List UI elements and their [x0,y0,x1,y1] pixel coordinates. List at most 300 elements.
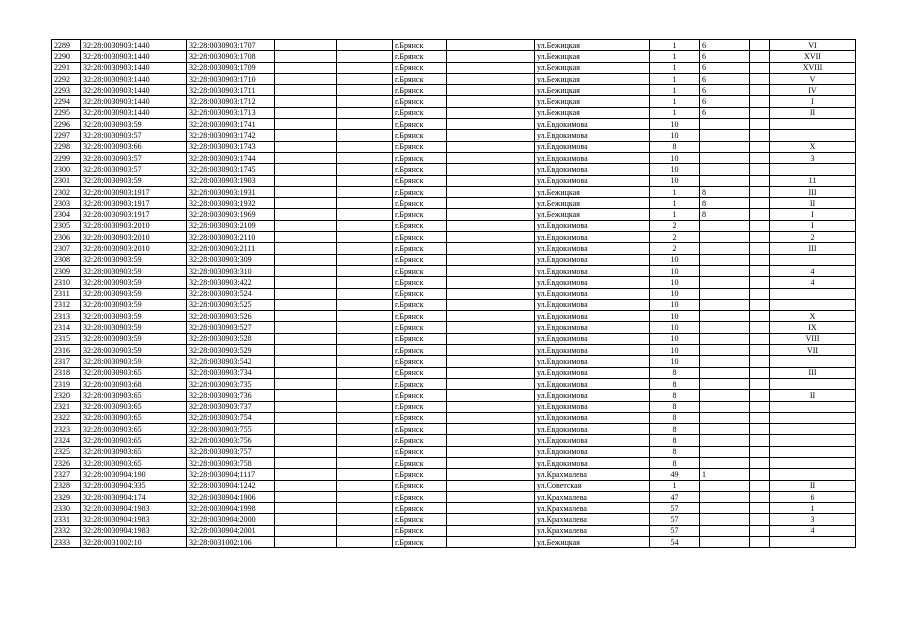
city-cell: г.Брянск [393,73,447,84]
empty-cell [750,345,770,356]
street-cell: ул.Евдокимова [535,277,650,288]
premises-number-cell: 4 [770,277,856,288]
row-number-cell: 2314 [52,322,81,333]
empty-cell [750,288,770,299]
empty-cell [750,469,770,480]
empty-cell [275,175,337,186]
city-cell: г.Брянск [393,367,447,378]
empty-cell [275,51,337,62]
empty-cell [447,412,535,423]
parcel-cadastral-cell: 32:28:0030903:59 [81,288,187,299]
city-cell: г.Брянск [393,243,447,254]
empty-cell [447,141,535,152]
empty-cell [337,514,393,525]
object-cadastral-cell: 32:28:0030903:1708 [187,51,275,62]
empty-cell [750,85,770,96]
street-cell: ул.Евдокимова [535,401,650,412]
empty-cell [337,119,393,130]
row-number-cell: 2320 [52,390,81,401]
row-number-cell: 2327 [52,469,81,480]
object-cadastral-cell: 32:28:0030903:528 [187,333,275,344]
street-cell: ул.Евдокимова [535,164,650,175]
empty-cell [447,345,535,356]
city-cell: г.Брянск [393,491,447,502]
empty-cell [750,62,770,73]
building-number-cell [700,299,750,310]
parcel-cadastral-cell: 32:28:0030903:2010 [81,243,187,254]
premises-number-cell: 11 [770,175,856,186]
parcel-cadastral-cell: 32:28:0030903:1917 [81,186,187,197]
building-number-cell: 8 [700,198,750,209]
table-row [52,311,856,322]
empty-cell [750,232,770,243]
table-row [52,390,856,401]
city-cell: г.Брянск [393,40,447,51]
row-number-cell: 2300 [52,164,81,175]
house-number-cell: 8 [650,401,700,412]
empty-cell [750,243,770,254]
empty-cell [750,390,770,401]
house-number-cell: 2 [650,232,700,243]
empty-cell [275,62,337,73]
street-cell: ул.Евдокимова [535,367,650,378]
empty-cell [447,480,535,491]
house-number-cell: 1 [650,107,700,118]
building-number-cell: 6 [700,51,750,62]
parcel-cadastral-cell: 32:28:0030903:1440 [81,107,187,118]
premises-number-cell: I [770,220,856,231]
building-number-cell: 6 [700,73,750,84]
house-number-cell: 10 [650,254,700,265]
parcel-cadastral-cell: 32:28:0030904:1983 [81,503,187,514]
street-cell: ул.Евдокимова [535,254,650,265]
empty-cell [275,299,337,310]
empty-cell [337,503,393,514]
empty-cell [447,503,535,514]
street-cell: ул.Бежицкая [535,62,650,73]
empty-cell [275,457,337,468]
parcel-cadastral-cell: 32:28:0030904:1983 [81,514,187,525]
empty-cell [750,119,770,130]
parcel-cadastral-cell: 32:28:0030903:2010 [81,220,187,231]
house-number-cell: 10 [650,277,700,288]
house-number-cell: 8 [650,390,700,401]
street-cell: ул.Бежицкая [535,537,650,548]
building-number-cell [700,435,750,446]
house-number-cell: 2 [650,243,700,254]
empty-cell [337,401,393,412]
street-cell: ул.Бежицкая [535,51,650,62]
parcel-cadastral-cell: 32:28:0030903:1440 [81,40,187,51]
street-cell: ул.Бежицкая [535,209,650,220]
parcel-cadastral-cell: 32:28:0030903:59 [81,333,187,344]
object-cadastral-cell: 32:28:0030903:1707 [187,40,275,51]
table-row [52,85,856,96]
premises-number-cell: V [770,73,856,84]
empty-cell [275,130,337,141]
house-number-cell: 8 [650,457,700,468]
premises-number-cell: IV [770,85,856,96]
building-number-cell [700,152,750,163]
building-number-cell [700,311,750,322]
table-row [52,367,856,378]
empty-cell [337,96,393,107]
empty-cell [750,537,770,548]
building-number-cell: 6 [700,40,750,51]
empty-cell [447,491,535,502]
empty-cell [337,446,393,457]
empty-cell [750,412,770,423]
city-cell: г.Брянск [393,412,447,423]
city-cell: г.Брянск [393,311,447,322]
table-row [52,537,856,548]
object-cadastral-cell: 32:28:0030904:1906 [187,491,275,502]
empty-cell [447,220,535,231]
object-cadastral-cell: 32:28:0030903:1712 [187,96,275,107]
table-row [52,130,856,141]
empty-cell [275,198,337,209]
building-number-cell [700,277,750,288]
city-cell: г.Брянск [393,401,447,412]
row-number-cell: 2317 [52,356,81,367]
object-cadastral-cell: 32:28:0030903:1931 [187,186,275,197]
empty-cell [337,537,393,548]
table-row [52,175,856,186]
table-body [52,40,856,548]
empty-cell [750,152,770,163]
row-number-cell: 2298 [52,141,81,152]
street-cell: ул.Евдокимова [535,141,650,152]
empty-cell [275,525,337,536]
empty-cell [337,345,393,356]
table-row [52,457,856,468]
premises-number-cell [770,469,856,480]
empty-cell [750,209,770,220]
premises-number-cell [770,164,856,175]
empty-cell [750,107,770,118]
parcel-cadastral-cell: 32:28:0030903:1440 [81,73,187,84]
object-cadastral-cell: 32:28:0030903:1932 [187,198,275,209]
object-cadastral-cell: 32:28:0030903:2111 [187,243,275,254]
empty-cell [750,277,770,288]
street-cell: ул.Евдокимова [535,345,650,356]
empty-cell [447,514,535,525]
table-row [52,220,856,231]
empty-cell [750,141,770,152]
empty-cell [275,503,337,514]
empty-cell [447,446,535,457]
object-cadastral-cell: 32:28:0030903:542 [187,356,275,367]
street-cell: ул.Евдокимова [535,333,650,344]
row-number-cell: 2318 [52,367,81,378]
city-cell: г.Брянск [393,254,447,265]
street-cell: ул.Евдокимова [535,130,650,141]
parcel-cadastral-cell: 32:28:0030903:1917 [81,198,187,209]
empty-cell [275,390,337,401]
empty-cell [275,265,337,276]
parcel-cadastral-cell: 32:28:0030904:190 [81,469,187,480]
empty-cell [275,378,337,389]
empty-cell [337,152,393,163]
street-cell: ул.Евдокимова [535,288,650,299]
empty-cell [447,186,535,197]
city-cell: г.Брянск [393,85,447,96]
building-number-cell [700,503,750,514]
parcel-cadastral-cell: 32:28:0030903:59 [81,119,187,130]
premises-number-cell: 3 [770,152,856,163]
premises-number-cell: III [770,243,856,254]
empty-cell [447,119,535,130]
object-cadastral-cell: 32:28:0030903:422 [187,277,275,288]
empty-cell [447,424,535,435]
premises-number-cell: IX [770,322,856,333]
table-row [52,107,856,118]
empty-cell [750,198,770,209]
object-cadastral-cell: 32:28:0030904:2001 [187,525,275,536]
city-cell: г.Брянск [393,525,447,536]
premises-number-cell: III [770,186,856,197]
building-number-cell [700,175,750,186]
building-number-cell: 8 [700,209,750,220]
street-cell: ул.Крахмалева [535,491,650,502]
empty-cell [750,311,770,322]
empty-cell [447,277,535,288]
street-cell: ул.Бежицкая [535,107,650,118]
street-cell: ул.Евдокимова [535,322,650,333]
parcel-cadastral-cell: 32:28:0030903:1440 [81,96,187,107]
table-row [52,345,856,356]
empty-cell [275,243,337,254]
empty-cell [275,96,337,107]
building-number-cell [700,390,750,401]
row-number-cell: 2299 [52,152,81,163]
empty-cell [337,198,393,209]
row-number-cell: 2322 [52,412,81,423]
premises-number-cell [770,254,856,265]
empty-cell [750,446,770,457]
premises-number-cell: XVIII [770,62,856,73]
house-number-cell: 10 [650,130,700,141]
object-cadastral-cell: 32:28:0030904:1117 [187,469,275,480]
empty-cell [337,220,393,231]
empty-cell [750,164,770,175]
premises-number-cell: VIII [770,333,856,344]
parcel-cadastral-cell: 32:28:0030903:65 [81,435,187,446]
object-cadastral-cell: 32:28:0030903:1710 [187,73,275,84]
house-number-cell: 1 [650,198,700,209]
building-number-cell [700,356,750,367]
house-number-cell: 10 [650,265,700,276]
street-cell: ул.Бежицкая [535,85,650,96]
object-cadastral-cell: 32:28:0030903:758 [187,457,275,468]
empty-cell [275,401,337,412]
premises-number-cell [770,378,856,389]
premises-number-cell [770,288,856,299]
table-row [52,446,856,457]
empty-cell [750,491,770,502]
row-number-cell: 2326 [52,457,81,468]
house-number-cell: 8 [650,141,700,152]
parcel-cadastral-cell: 32:28:0030903:59 [81,345,187,356]
empty-cell [447,390,535,401]
row-number-cell: 2306 [52,232,81,243]
parcel-cadastral-cell: 32:28:0030903:1440 [81,85,187,96]
building-number-cell [700,220,750,231]
empty-cell [447,435,535,446]
row-number-cell: 2319 [52,378,81,389]
street-cell: ул.Крахмалева [535,525,650,536]
empty-cell [337,525,393,536]
empty-cell [447,288,535,299]
parcel-cadastral-cell: 32:28:0030903:65 [81,424,187,435]
street-cell: ул.Евдокимова [535,412,650,423]
building-number-cell [700,401,750,412]
empty-cell [750,480,770,491]
parcel-cadastral-cell: 32:28:0030903:65 [81,412,187,423]
empty-cell [750,367,770,378]
empty-cell [275,480,337,491]
object-cadastral-cell: 32:28:0030903:734 [187,367,275,378]
premises-number-cell: 4 [770,525,856,536]
house-number-cell: 10 [650,175,700,186]
building-number-cell [700,345,750,356]
empty-cell [275,254,337,265]
row-number-cell: 2330 [52,503,81,514]
premises-number-cell: III [770,367,856,378]
table-row [52,119,856,130]
house-number-cell: 1 [650,186,700,197]
building-number-cell [700,322,750,333]
premises-number-cell [770,119,856,130]
table-row [52,480,856,491]
empty-cell [337,356,393,367]
street-cell: ул.Евдокимова [535,243,650,254]
empty-cell [447,322,535,333]
parcel-cadastral-cell: 32:28:0030903:66 [81,141,187,152]
empty-cell [337,288,393,299]
street-cell: ул.Евдокимова [535,356,650,367]
street-cell: ул.Евдокимова [535,435,650,446]
empty-cell [275,311,337,322]
city-cell: г.Брянск [393,503,447,514]
empty-cell [337,491,393,502]
street-cell: ул.Евдокимова [535,457,650,468]
row-number-cell: 2331 [52,514,81,525]
parcel-cadastral-cell: 32:28:0030903:59 [81,254,187,265]
street-cell: ул.Евдокимова [535,152,650,163]
city-cell: г.Брянск [393,356,447,367]
table-row [52,40,856,51]
house-number-cell: 10 [650,345,700,356]
premises-number-cell [770,130,856,141]
building-number-cell [700,333,750,344]
street-cell: ул.Крахмалева [535,514,650,525]
empty-cell [337,457,393,468]
empty-cell [275,333,337,344]
empty-cell [447,164,535,175]
object-cadastral-cell: 32:28:0030903:526 [187,311,275,322]
row-number-cell: 2332 [52,525,81,536]
empty-cell [337,265,393,276]
house-number-cell: 10 [650,119,700,130]
object-cadastral-cell: 32:28:0030903:310 [187,265,275,276]
table-row [52,401,856,412]
building-number-cell [700,254,750,265]
parcel-cadastral-cell: 32:28:0030903:57 [81,130,187,141]
house-number-cell: 49 [650,469,700,480]
object-cadastral-cell: 32:28:0030903:524 [187,288,275,299]
empty-cell [275,164,337,175]
empty-cell [337,412,393,423]
object-cadastral-cell: 32:28:0030903:737 [187,401,275,412]
empty-cell [337,73,393,84]
table-row [52,62,856,73]
empty-cell [337,243,393,254]
empty-cell [275,345,337,356]
city-cell: г.Брянск [393,446,447,457]
row-number-cell: 2321 [52,401,81,412]
empty-cell [447,62,535,73]
empty-cell [447,378,535,389]
premises-number-cell: II [770,198,856,209]
parcel-cadastral-cell: 32:28:0030904:1983 [81,525,187,536]
table-row [52,322,856,333]
empty-cell [275,356,337,367]
parcel-cadastral-cell: 32:28:0030903:1917 [81,209,187,220]
empty-cell [337,62,393,73]
parcel-cadastral-cell: 32:28:0030903:59 [81,356,187,367]
premises-number-cell: 1 [770,503,856,514]
building-number-cell [700,525,750,536]
table-row [52,198,856,209]
empty-cell [447,51,535,62]
street-cell: ул.Евдокимова [535,299,650,310]
empty-cell [447,254,535,265]
empty-cell [275,469,337,480]
table-row [52,356,856,367]
city-cell: г.Брянск [393,345,447,356]
row-number-cell: 2295 [52,107,81,118]
empty-cell [447,85,535,96]
row-number-cell: 2328 [52,480,81,491]
premises-number-cell: II [770,107,856,118]
empty-cell [750,401,770,412]
table-row [52,514,856,525]
premises-number-cell: II [770,390,856,401]
empty-cell [750,525,770,536]
parcel-cadastral-cell: 32:28:0030903:59 [81,175,187,186]
premises-number-cell [770,537,856,548]
empty-cell [750,514,770,525]
building-number-cell [700,367,750,378]
empty-cell [337,435,393,446]
house-number-cell: 10 [650,152,700,163]
premises-number-cell: 4 [770,265,856,276]
building-number-cell: 8 [700,186,750,197]
table-row [52,333,856,344]
empty-cell [275,288,337,299]
parcel-cadastral-cell: 32:28:0030903:68 [81,378,187,389]
parcel-cadastral-cell: 32:28:0030903:59 [81,322,187,333]
table-row [52,186,856,197]
empty-cell [447,198,535,209]
building-number-cell [700,378,750,389]
object-cadastral-cell: 32:28:0030903:755 [187,424,275,435]
house-number-cell: 8 [650,378,700,389]
street-cell: ул.Бежицкая [535,186,650,197]
house-number-cell: 2 [650,220,700,231]
empty-cell [337,164,393,175]
